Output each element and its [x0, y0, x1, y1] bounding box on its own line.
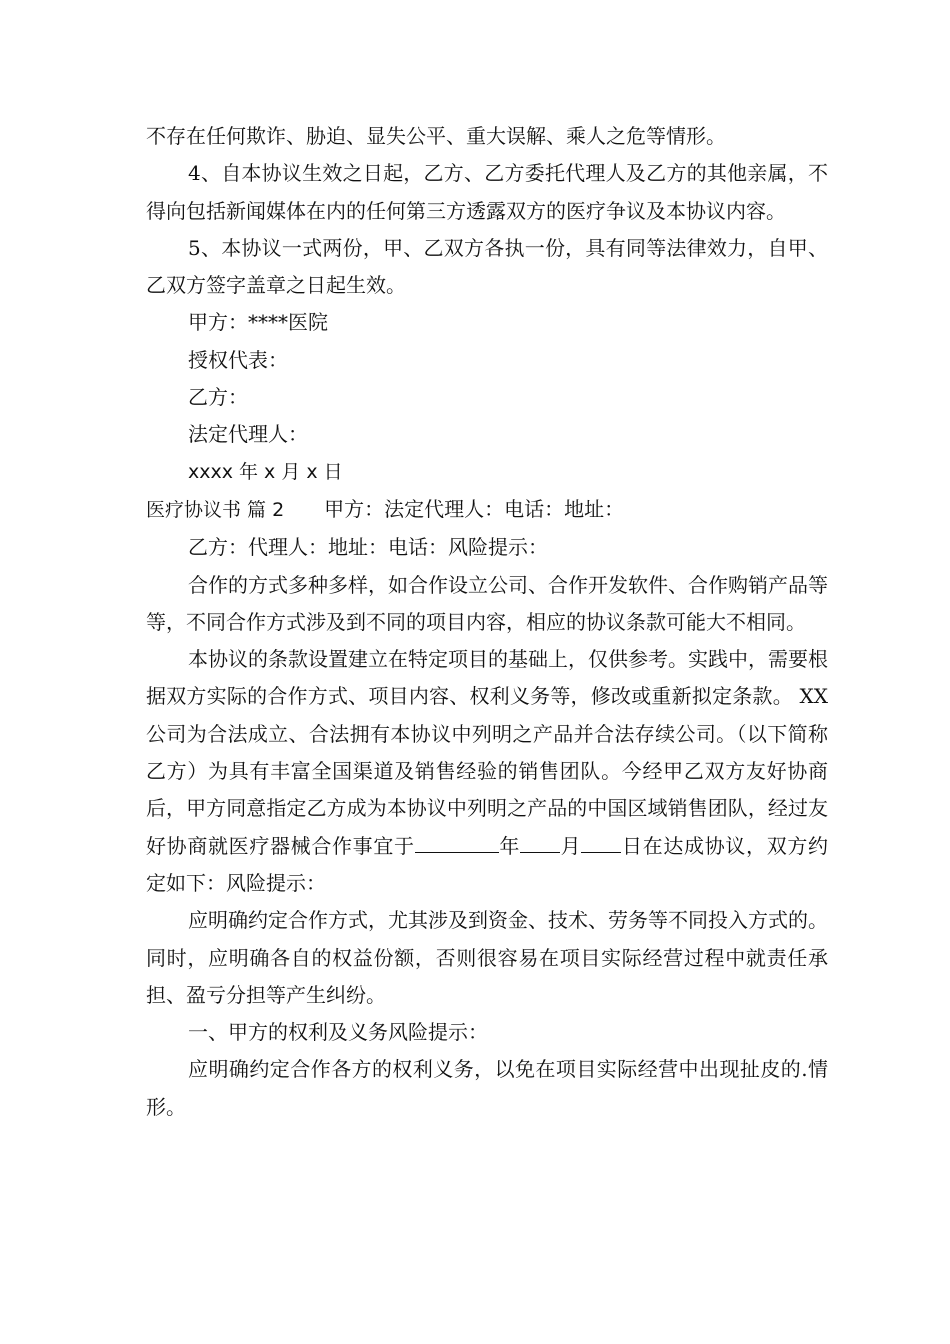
paragraph-agreement-terms [146, 641, 828, 902]
paragraph-rights-obligations: 应明确约定合作各方的权利义务，以免在项目实际经营中出现扯皮的.情形。 [146, 1057, 828, 1119]
party-a-info: 甲方：法定代理人：电话：地址： [324, 496, 625, 521]
paragraph-clause-5: 5、本协议一式两份，甲、乙双方各执一份，具有同等法律效力，自甲、乙双方签字盖章之日起生效。 [146, 235, 828, 298]
paragraph-cooperation-modes: 合作的方式多种多样，如合作设立公司、合作开发软件、合作购销产品等等，不同合作方式涉及到不同的项目内容，相应的协议条款可能大不相同。 [146, 572, 828, 634]
paragraph-1: 不存在任何欺诈、胁迫、显失公平、重大误解、乘人之危等情形。 [146, 124, 726, 148]
label-month: 月 [560, 833, 582, 858]
signature-party-b: 乙方： [188, 385, 248, 410]
blank-year [415, 830, 499, 853]
agreement-terms-end: 日在达成协议，双方约定如下：风险提示： [146, 833, 829, 895]
blank-day [581, 830, 621, 853]
party-b-info: 乙方：代理人：地址：电话：风险提示： [188, 535, 548, 560]
signature-party-a: 甲方：****医院 [188, 310, 328, 335]
paragraph-clause-4: 4、自本协议生效之日起，乙方、乙方委托代理人及乙方的其他亲属，不得向包括新闻媒体在内的任何第三方透露双方的医疗争议及本协议内容。 [146, 161, 828, 223]
heading-party-a-rights: 一、甲方的权利及义务风险提示： [188, 1020, 488, 1045]
label-year: 年 [498, 833, 521, 858]
signature-authorized-rep: 授权代表： [188, 347, 288, 372]
document-body [146, 118, 828, 1126]
signature-legal-agent: 法定代理人： [188, 422, 308, 447]
section-heading-line [146, 491, 828, 529]
paragraph-cooperation-method: 应明确约定合作方式，尤其涉及到资金、技术、劳务等不同投入方式的。同时，应明确各自的权益份额，否则很容易在项目实际经营过程中就责任承担、盈亏分担等产生纠纷。 [146, 908, 828, 1007]
signature-date: xxxx 年 x 月 x 日 [188, 460, 343, 483]
section-title: 医疗协议书 篇 2 [146, 498, 285, 521]
agreement-terms-text: 本协议的条款设置建立在特定项目的基础上，仅供参考。实践中，需要根据双方实际的合作方式、项目内容、权利义务等，修改或重新拟定条款。 XX 公司为合法成立、合法拥有本协议中列明之产品并合法存续公司。（以下简称乙方）为具有丰富全国渠道及销售经验的销售团队。今经甲乙双方友好协商后，甲方同意指定乙方成为本协议中列明之产品的中国区域销售团队，经过友好协商就医疗器械合作事宜于 [146, 647, 828, 858]
blank-month [520, 830, 560, 853]
